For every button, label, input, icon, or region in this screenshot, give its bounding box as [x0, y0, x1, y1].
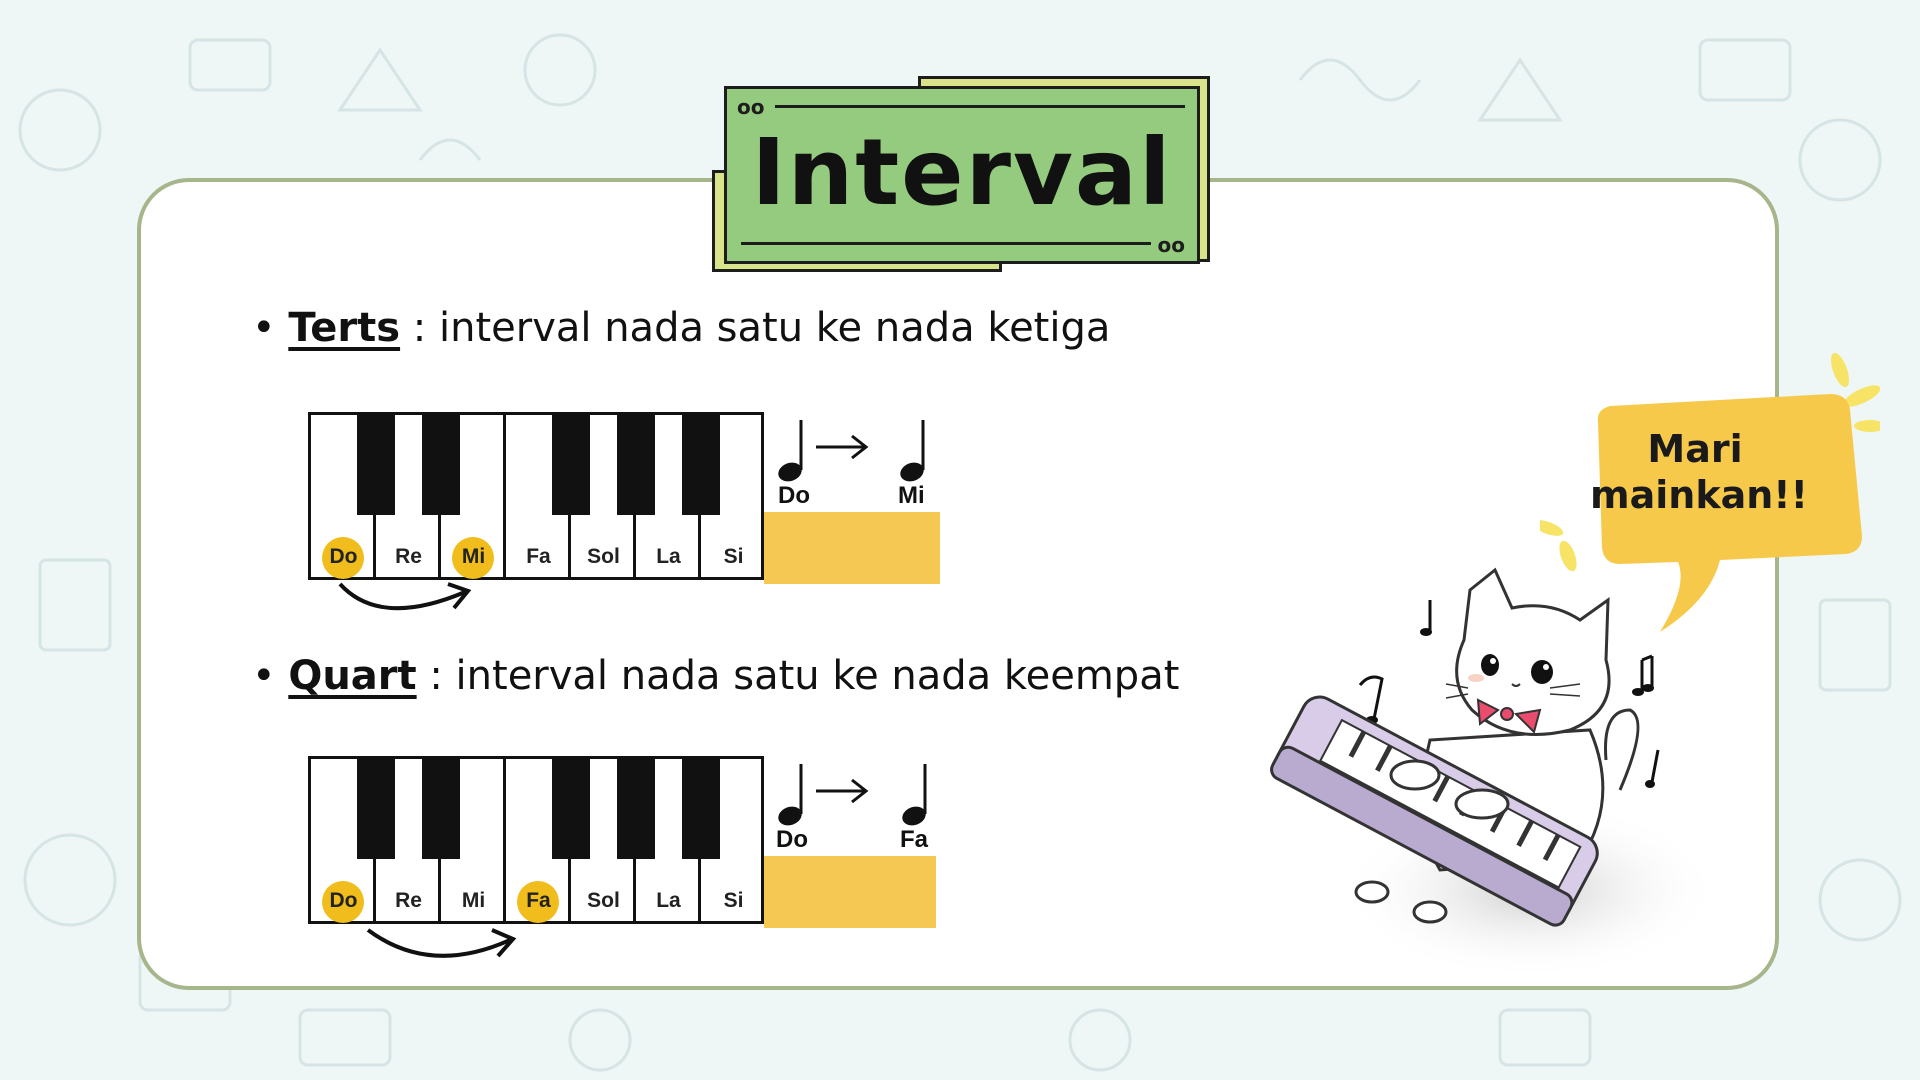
note-label-from: Do: [776, 826, 808, 853]
piano-keyboard-terts: [308, 412, 764, 580]
arrow-right-icon: [814, 432, 870, 462]
arrow-right-icon: [814, 776, 870, 806]
black-key: [357, 759, 395, 859]
piano-keyboard-quart: [308, 756, 764, 924]
bullet-terts: [252, 305, 1110, 351]
key-label: Sol: [587, 889, 620, 912]
yellow-block-terts: [764, 512, 940, 584]
title-plaque: [724, 86, 1200, 264]
note-label-from: Do: [778, 482, 810, 509]
bubble-line-1: Mari: [1647, 427, 1743, 471]
black-key: [357, 415, 395, 515]
key-label: Fa: [526, 889, 551, 912]
key-label: Do: [329, 889, 358, 912]
quarter-note-icon: [898, 416, 938, 486]
quarter-note-icon: [900, 760, 940, 830]
term-terts: Terts: [288, 305, 401, 351]
cat-illustration: [1250, 560, 1720, 1000]
black-key: [422, 415, 460, 515]
yellow-block-quart: [764, 856, 936, 928]
key-label: Si: [723, 545, 744, 568]
note-label-to: Mi: [898, 482, 925, 509]
title-line-top: [775, 105, 1185, 108]
bubble-text: [1590, 426, 1808, 518]
key-label: Fa: [526, 545, 551, 568]
description-terts: : interval nada satu ke nada ketiga: [400, 305, 1111, 351]
bubble-line-2: mainkan!!: [1590, 473, 1808, 517]
bullet-dot: •: [252, 653, 289, 699]
quarter-note-icon: [776, 416, 816, 486]
key-label: Re: [395, 889, 422, 912]
key-label: La: [656, 889, 681, 912]
key-label: La: [656, 545, 681, 568]
black-key: [617, 759, 655, 859]
note-label-to: Fa: [900, 826, 929, 853]
key-label: Do: [329, 545, 358, 568]
key-label: Sol: [587, 545, 620, 568]
key-label: Re: [395, 545, 422, 568]
curved-arrow-icon: [330, 578, 480, 628]
title-line-bottom: [741, 242, 1151, 245]
key-label: Si: [723, 889, 744, 912]
black-key: [552, 415, 590, 515]
ring-decoration-icon: oo: [1157, 233, 1185, 257]
description-quart: : interval nada satu ke nada keempat: [416, 653, 1180, 699]
key-label: Mi: [461, 889, 486, 912]
term-quart: Quart: [288, 653, 417, 699]
bullet-quart: [252, 653, 1179, 699]
black-key: [617, 415, 655, 515]
quarter-note-icon: [776, 760, 816, 830]
black-key: [682, 415, 720, 515]
key-label: Mi: [461, 545, 486, 568]
black-key: [552, 759, 590, 859]
black-key: [682, 759, 720, 859]
bullet-dot: •: [252, 305, 289, 351]
ring-decoration-icon: oo: [737, 95, 765, 119]
page-title: Interval: [751, 119, 1173, 226]
black-key: [422, 759, 460, 859]
curved-arrow-icon: [360, 922, 530, 972]
